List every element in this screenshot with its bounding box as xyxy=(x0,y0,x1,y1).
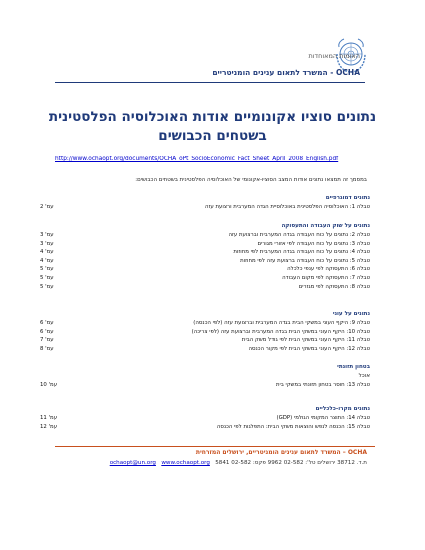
toc-label: טבלה 5: נתונים על כוח העבודה ברצועת עזה לפי מחוזות xyxy=(240,257,370,264)
toc-label: טבלה 3: נתונים על כוח העבודה לפי אזורי מגורים xyxy=(257,240,370,247)
toc-page: עמ' 5 xyxy=(40,283,54,290)
toc-page: עמ' 10 xyxy=(40,382,58,388)
header-divider xyxy=(55,82,365,83)
toc-page: עמ' 6 xyxy=(40,320,54,326)
toc-row[interactable] xyxy=(40,257,370,266)
toc-label: טבלה 11: היקף העוני במשקי הבית לפי גודל משק הבית xyxy=(241,337,370,344)
document-title xyxy=(30,108,395,146)
section-heading: נתונים על עוני xyxy=(332,311,370,317)
toc-label: טבלה 15: הכנסה לנפש והוצאות משקי הבית: התפלגות לפי הכנסה xyxy=(216,423,370,430)
section-macroeconomic xyxy=(40,405,370,431)
toc-label: טבלה 4: נתונים על כוח העבודה בגדה המערבית לפי מחוזות xyxy=(233,249,370,256)
toc-row[interactable] xyxy=(40,265,370,274)
toc-row[interactable] xyxy=(40,231,370,240)
footer-contact-line xyxy=(110,460,367,466)
footer-address: ת.ד. 38712 ירושלים טל': 02-582 9962 פקס: 02-582 5841 xyxy=(215,460,367,466)
toc-row[interactable] xyxy=(40,203,370,212)
toc-label: טבלה 9: היקף העוני במשקי הבית בגדה המערבית וברצועת עזה (לפי הכנסה) xyxy=(193,320,370,326)
toc-page: עמ' 4 xyxy=(40,249,54,256)
section-heading: נתונים דמוגרפיים xyxy=(325,195,370,201)
toc-row[interactable] xyxy=(40,336,370,345)
toc-label: טבלה 7: התעסוקה לפי מקום העבודה xyxy=(282,274,370,281)
toc-row[interactable] xyxy=(40,248,370,257)
footer-office-line: OCHA – המשרד לתאום ענינים הומניטריים, ירושלים המזרחית xyxy=(195,449,367,456)
toc-label: טבלה 2: נתונים על כוח העבודה בגדה המערבית וברצועת עזה xyxy=(228,232,370,238)
toc-page: עמ' 4 xyxy=(40,257,54,264)
section-heading: בטחון תזונתי xyxy=(337,364,370,370)
toc-label: טבלה 12: היקף העוני במשקי הבית לפי מקור הכנסה xyxy=(248,345,370,352)
toc-row[interactable] xyxy=(40,274,370,283)
toc-page: עמ' 3 xyxy=(40,232,54,238)
footer-divider xyxy=(55,446,375,447)
title-line-1: נתונים סוציו אקונומיים אודות האוכלוסיה הפלסטינית xyxy=(48,109,377,125)
toc-row[interactable] xyxy=(40,319,370,328)
toc-label: טבלה 10: היקף העוני במשקי הבית בגדה המערבית וברצועת עזה (לפי צריכה) xyxy=(191,328,370,335)
toc-row[interactable] xyxy=(40,283,370,292)
toc-label: טבלה 14: התוצר המקומי הגולמי (GDP) xyxy=(276,415,370,421)
toc-page: עמ' 8 xyxy=(40,345,54,352)
toc-page: עמ' 3 xyxy=(40,240,54,247)
organization-name: האומות המאוחדות xyxy=(308,52,360,60)
toc-page: עמ' 2 xyxy=(40,204,54,210)
toc-page: עמ' 7 xyxy=(40,337,54,344)
toc-row[interactable] xyxy=(40,423,370,432)
intro-text: במסמך זה תמצאו נתונים אודות המצב הסוציו-אקונומי של האוכלוסיה הפלסטינית בשטחים הכבושים: xyxy=(135,177,367,183)
toc-label: טבלה 8: התעסוקה לפי מגזרים xyxy=(298,283,370,290)
ocha-office-name: OCHA - המשרד לתאום ענינים הומניטריים xyxy=(212,68,360,77)
toc-row[interactable] xyxy=(40,328,370,337)
toc-row[interactable] xyxy=(40,240,370,249)
toc-label: טבלה 13: חוסר בטחון תזונתי במשקי בית xyxy=(275,382,370,388)
toc-label: טבלה 6: התעסוקה לפי ענפי כלכלה xyxy=(287,266,370,273)
source-document-link[interactable]: http://www.ochaopt.org/documents/OCHA_oPt_SocioEconomic_Fact_Sheet_April_2008_English.pdf xyxy=(55,156,339,162)
toc-row[interactable] xyxy=(40,345,370,354)
toc-row[interactable] xyxy=(40,414,370,423)
section-heading: נתונים על שוק העבודה והתעסוקה xyxy=(281,223,370,229)
section-demographics xyxy=(40,194,370,212)
section-food-security xyxy=(40,363,370,390)
section-heading: נתונים מקרו-כלכליים xyxy=(315,406,370,412)
section-poverty xyxy=(40,310,370,353)
toc-page: עמ' 6 xyxy=(40,328,54,335)
toc-page: עמ' 12 xyxy=(40,423,58,430)
title-line-2: בשטחים הכבושים xyxy=(158,128,267,144)
toc-label: טבלה 1: האוכלוסיה הפלסטינית באוכלוסיית הגדה המערבית ורצועת עזה xyxy=(205,204,370,210)
footer-web-link[interactable]: www.ochaopt.org xyxy=(161,460,210,466)
toc-row[interactable] xyxy=(40,381,370,390)
toc-page: עמ' 5 xyxy=(40,266,54,273)
section-subheading: אוכל xyxy=(358,373,370,379)
section-labor xyxy=(40,222,370,291)
footer-email-link[interactable]: ochaopt@un.org xyxy=(109,460,156,466)
toc-page: עמ' 11 xyxy=(40,415,58,421)
toc-page: עמ' 5 xyxy=(40,274,54,281)
